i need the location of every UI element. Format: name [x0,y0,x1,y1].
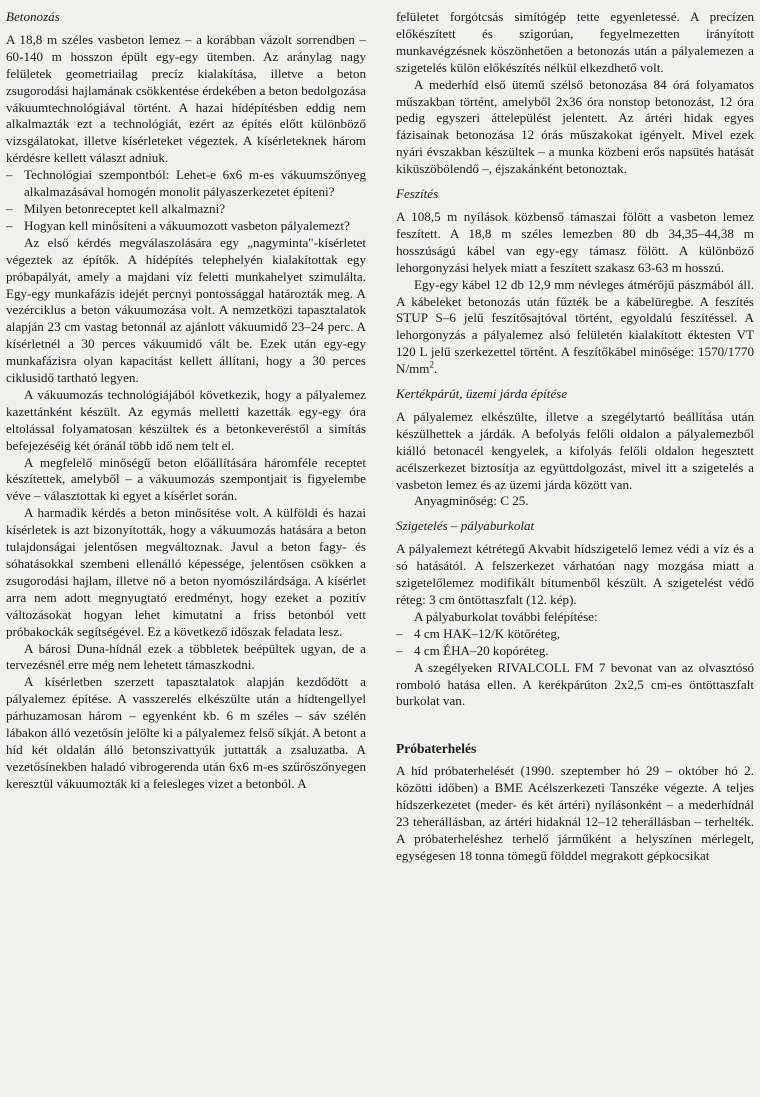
dash-marker: – [396,625,403,641]
paragraph: felületet forgótcsás simítógép tette egyenletessé. A precízen előkészített és szigorúan, fegyelmezetten irányított munkavégzésnek köszönhetően a betonozás után a pályalemezen a szigetelés külön előkészítés nélkül elkezdhető volt. [396,9,754,75]
section-heading-probaterheles: Próbaterhelés [396,741,477,757]
right-column [396,9,754,865]
list-item [6,167,366,201]
paragraph: A bárosi Duna-hídnál ezek a többletek beépültek ugyan, de a tervezésnél erre még nem lehetett támaszkodni. [6,640,366,673]
paragraph: A híd próbaterhelését (1990. szeptember hó 29 – október hó 2. közötti időben) a BME Acélszerkezeti Tanszéke végezte. A teljes hídszerkezetet (meder- és két ártéri) nyílásonként – a mederhídnál 23 teherállásban, az ártéri hidaknál 12–12 teherállásban – terhelték. A próbaterheléshez terhelő járműként a helyszínen mérlegelt, egységesen 18 tonna tömegű földdel megrakott gépkocsikat [396,763,754,863]
list-item-text: 4 cm HAK–12/K kötőréteg, [414,625,561,641]
section-heading-szigeteles: Szigetelés – pályaburkolat [396,518,535,534]
paragraph: A mederhíd első ütemű szélső betonozása 84 órá folyamatos műszakban történt, amelyből 2x36 óra nonstop betonozást, 12 óra pedig egyszeri áttelepülést jelentett. Az ártéri hidak egyes fázisainak betonozása 12 órás műszakokat igényelt. Mivel ezek nyári évszakban készültek – a munka közbeni erős napsütés hatását kiküszöbölendő –, éjszakánként betonoztak. [396,76,754,177]
paragraph: A pályalemez elkészülte, illetve a szegélytartó beállítása után készülhettek a járdák. A befolyás felőli oldalon a pályalemezből kiálló betonacél kengyelek, a kifolyás felőli oldalon hegesztett acélszerkezet biztosítja az együttdolgozást, mivel itt a szigetelés a vasbeton lemez és az üzemi járda között van. [396,408,754,492]
list-item [396,626,754,643]
left-column [6,9,366,793]
paragraph: A kísérletben szerzett tapasztalatok alapján kezdődött a pályalemez építése. A vasszerelés elkészülte után a hídtengellyel párhuzamosan három – egyenként kb. 6 m széles – sáv szélén lábakon álló vezetősín jelölte ki a pályalemez felső síkját. A betont a híd két oldalán álló betonszivattyúk juttatták a zsaluzatba. A vezetősínekben haladó vibrogerenda után 6x6 m-es szűrőszőnyegen keresztül vákuumozták ki a felesleges vizet a betonból. A [6,674,366,791]
paragraph: A 108,5 m nyílások közbenső támaszai fölött a vasbeton lemez feszített. A 18,8 m széles lemezben 80 db 34,35–44,38 m hosszúságú kábel van egy-egy támasz fölött. A különböző lehorgonyzási helyek miatt a feszített szakasz 63-63 m hosszú. [396,208,754,275]
paragraph: A 18,8 m széles vasbeton lemez – a korábban vázolt sorrendben – 60-140 m hosszon épült egy-egy ütemben. Az aránylag nagy felületek geometriailag precíz kialakítása, illetve a beton zsugorodási hajlamának csökkentése érdekében a beton bedolgozása vákuumtechnológiával történt. A hazai hídépítésben eddig nem alkalmazták ezt a technológiát, ezért az építés előtt különböző vizsgálatokat, illetve kísérleteket végeztek. A kísérleteknek három kérdésre kellett választ adniuk. [6,31,366,166]
paragraph: Az első kérdés megválaszolására egy „nagyminta"-kísérletet végeztek az építők. A hídépítés telephelyén kialakítottak egy próbapályát, amely a majdani víz feletti munkahelyet szimulálta. Egy-egy munkafázis idejét percnyi pontossággal határozták meg. A vezérciklus a beton vákuumozása volt. A nemzetközi tapasztalatok alapján 23 cm vastag betonnál az ajánlott vákuumidő 23–24 perc. A kísérletnél a 30 perces vákuumidő vált be. Ezek után egy-egy munkafázisra olyan kapacitást kellett állítani, hogy a 30 perces ciklusidő tartható legyen. [6,234,366,386]
dash-marker: – [6,200,13,216]
dash-marker: – [396,642,403,658]
list-item-text: 4 cm ÉHA–20 kopóréteg. [414,642,549,658]
paragraph-end: . [433,361,438,377]
paragraph: A pályaburkolat további felépítése: [414,608,598,624]
paragraph: Anyagminőség: C 25. [414,493,529,509]
section-heading-betonozas: Betonozás [6,9,60,24]
list-item [6,201,366,218]
paragraph: A megfelelő minőségű beton előállítására háromféle receptet készítettek, amelyből – a vákuumozás szempontjait is figyelembe véve – választottak ki egyet a kísérlet során. [6,454,366,504]
section-heading-jarda: Kertékpárút, üzemi járda építése [396,386,568,402]
dash-marker: – [6,217,13,233]
paragraph: A vákuumozás technológiájából következik, hogy a pályalemez kazettánként készült. Az egymás melletti kazetták egy-egy óra eltolással folyamatosan készültek és a betonkeveréstől a simítás befejezéséig két óránál több idő nem telt el. [6,386,366,453]
superscript: 2 [429,359,434,370]
list-item-text: Technológiai szempontból: Lehet-e 6x6 m-es vákuumszőnyeg alkalmazásával homogén monolit pályaszerkezetet építeni? [24,167,366,200]
section-heading-feszites: Feszítés [396,186,439,202]
paragraph: A harmadik kérdés a beton minősítése volt. A külföldi és hazai kísérletek is azt bizonyították, hogy a vákuumozás hatására a beton tulajdonságai jelentősen megváltoznak. Javul a beton fagy- és sóhatásokkal szembeni ellenálló képessége, jelentősen csökken a zsugorodási hajlam, illetve nő a beton nyomószilárdsága. A kísérlet arra nem adott megnyugtató eredményt, hogy ezeket a pozitív változásokat hogyan lehet kimutatni a friss betonból vett próbakockák segítségével. Ez a következő időszak feladata lesz. [6,505,366,639]
list-item [396,643,754,660]
list-item-text: Milyen betonreceptet kell alkalmazni? [24,200,226,216]
list-item-text: Hogyan kell minősíteni a vákuumozott vasbeton pályalemezt? [24,217,350,233]
paragraph: A pályalemezt kétrétegű Akvabit hídszigetelő lemez védi a víz és a só hatásától. A felszerkezet várhatóan nagy mozgása miatt a szigetelőlemez modifikált bitumenből készült. A szigetelést védő réteg: 3 cm öntöttaszfalt (12. kép). [396,541,754,607]
dash-marker: – [6,167,13,183]
paragraph-text: Egy-egy kábel 12 db 12,9 mm névleges átmérőjű pászmából áll. A kábeleket betonozás után fűzték be a kábelüregbe. A feszítés STUP S–6 jelű feszítősajtóval történt, egyoldalú feszítéssel. A lehorgonyzás a pályalemez alsó felületén kialakított éktesten VT 120 L jelű szerkezettel történt. A feszítőkábel minősége: 1570/1770 N/mm [396,276,754,377]
paragraph: A szegélyeken RIVALCOLL FM 7 bevonat van az olvasztósó romboló hatása ellen. A kerékpárúton 2x2,5 cm-es öntöttaszfalt burkolat van. [396,659,754,709]
paragraph [396,277,754,378]
list-item [6,218,366,235]
